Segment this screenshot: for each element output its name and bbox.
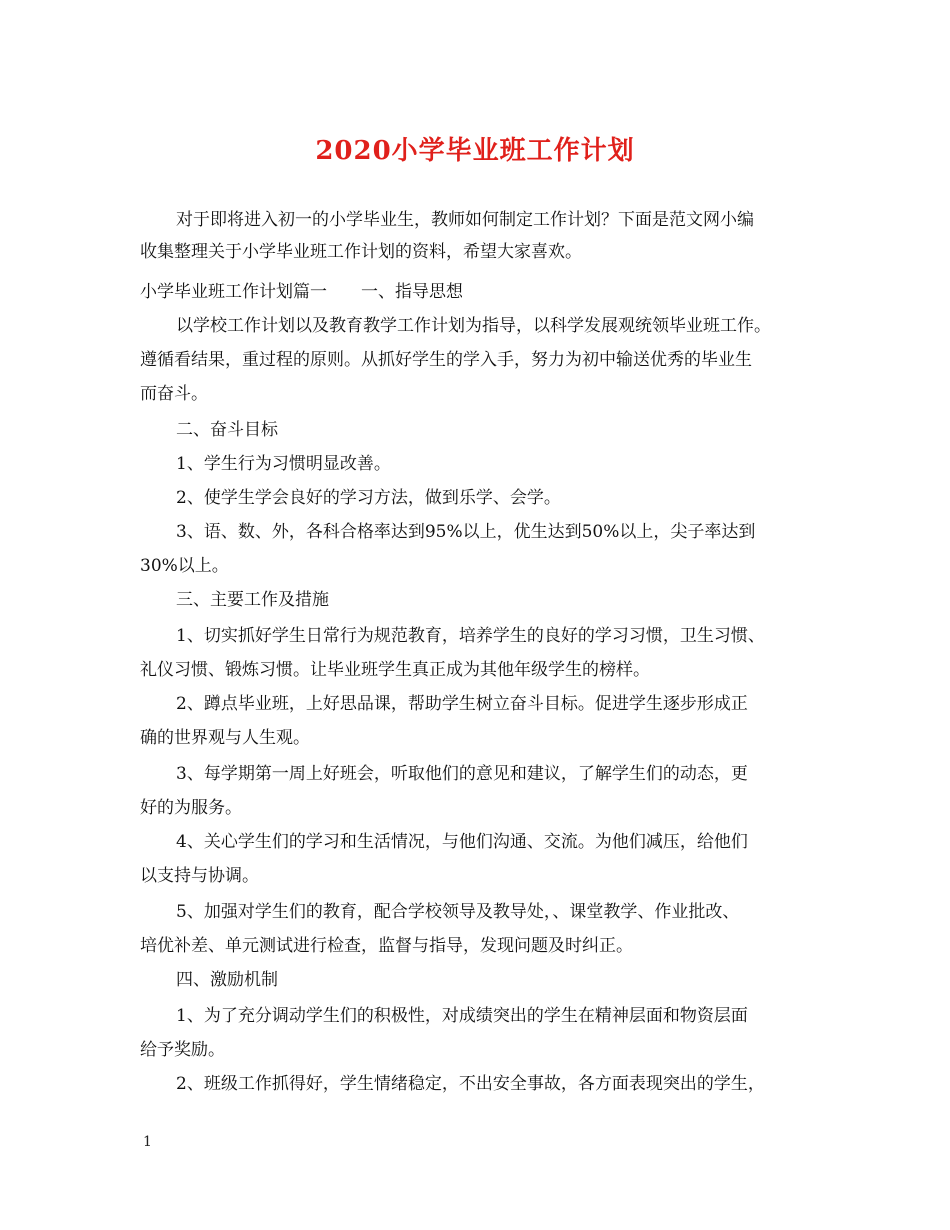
paragraph-line: 而奋斗。 (140, 384, 208, 404)
paragraph-line: 1、为了充分调动学生们的积极性，对成绩突出的学生在精神层面和物资层面 (176, 1006, 748, 1026)
paragraph-line: 遵循看结果，重过程的原则。从抓好学生的学入手，努力为初中输送优秀的毕业生 (140, 350, 752, 370)
paragraph-line: 给予奖励。 (140, 1040, 225, 1060)
page-number: 1 (143, 1134, 152, 1150)
paragraph-line: 3、每学期第一周上好班会，听取他们的意见和建议，了解学生们的动态，更 (176, 764, 748, 784)
paragraph-line: 收集整理关于小学毕业班工作计划的资料，希望大家喜欢。 (140, 242, 582, 262)
paragraph-line: 5、加强对学生们的教育，配合学校领导及教导处，、课堂教学、作业批改、 (176, 902, 740, 922)
section-heading: 二、奋斗目标 (176, 420, 278, 440)
section-heading: 四、激励机制 (176, 970, 278, 990)
paragraph-line: 礼仪习惯、锻炼习惯。让毕业班学生真正成为其他年级学生的榜样。 (140, 660, 650, 680)
paragraph-line: 确的世界观与人生观。 (140, 728, 310, 748)
document-title: 2020小学毕业班工作计划 (315, 136, 635, 166)
paragraph-line: 1、学生行为习惯明显改善。 (176, 454, 391, 474)
paragraph-line: 对于即将进入初一的小学毕业生，教师如何制定工作计划？下面是范文网小编 (176, 210, 754, 230)
paragraph-line: 2、班级工作抓得好，学生情绪稳定，不出安全事故，各方面表现突出的学生， (176, 1074, 765, 1094)
paragraph-line: 2、蹲点毕业班，上好思品课，帮助学生树立奋斗目标。促进学生逐步形成正 (176, 694, 748, 714)
paragraph-line: 3、语、数、外，各科合格率达到95%以上，优生达到50%以上，尖子率达到 (176, 522, 756, 542)
paragraph-line: 好的为服务。 (140, 798, 242, 818)
paragraph-line: 30%以上。 (140, 556, 229, 576)
paragraph-line: 2、使学生学会良好的学习方法，做到乐学、会学。 (176, 488, 561, 508)
paragraph-line: 以支持与协调。 (140, 866, 259, 886)
paragraph-line: 小学毕业班工作计划篇一 一、指导思想 (140, 282, 463, 302)
paragraph-line: 培优补差、单元测试进行检查，监督与指导，发现问题及时纠正。 (140, 936, 633, 956)
paragraph-line: 4、关心学生们的学习和生活情况，与他们沟通、交流。为他们减压，给他们 (176, 832, 748, 852)
section-heading: 三、主要工作及措施 (176, 590, 329, 610)
paragraph-line: 以学校工作计划以及教育教学工作计划为指导，以科学发展观统领毕业班工作。 (176, 316, 771, 336)
paragraph-line: 1、切实抓好学生日常行为规范教育，培养学生的良好的学习习惯，卫生习惯、 (176, 626, 765, 646)
